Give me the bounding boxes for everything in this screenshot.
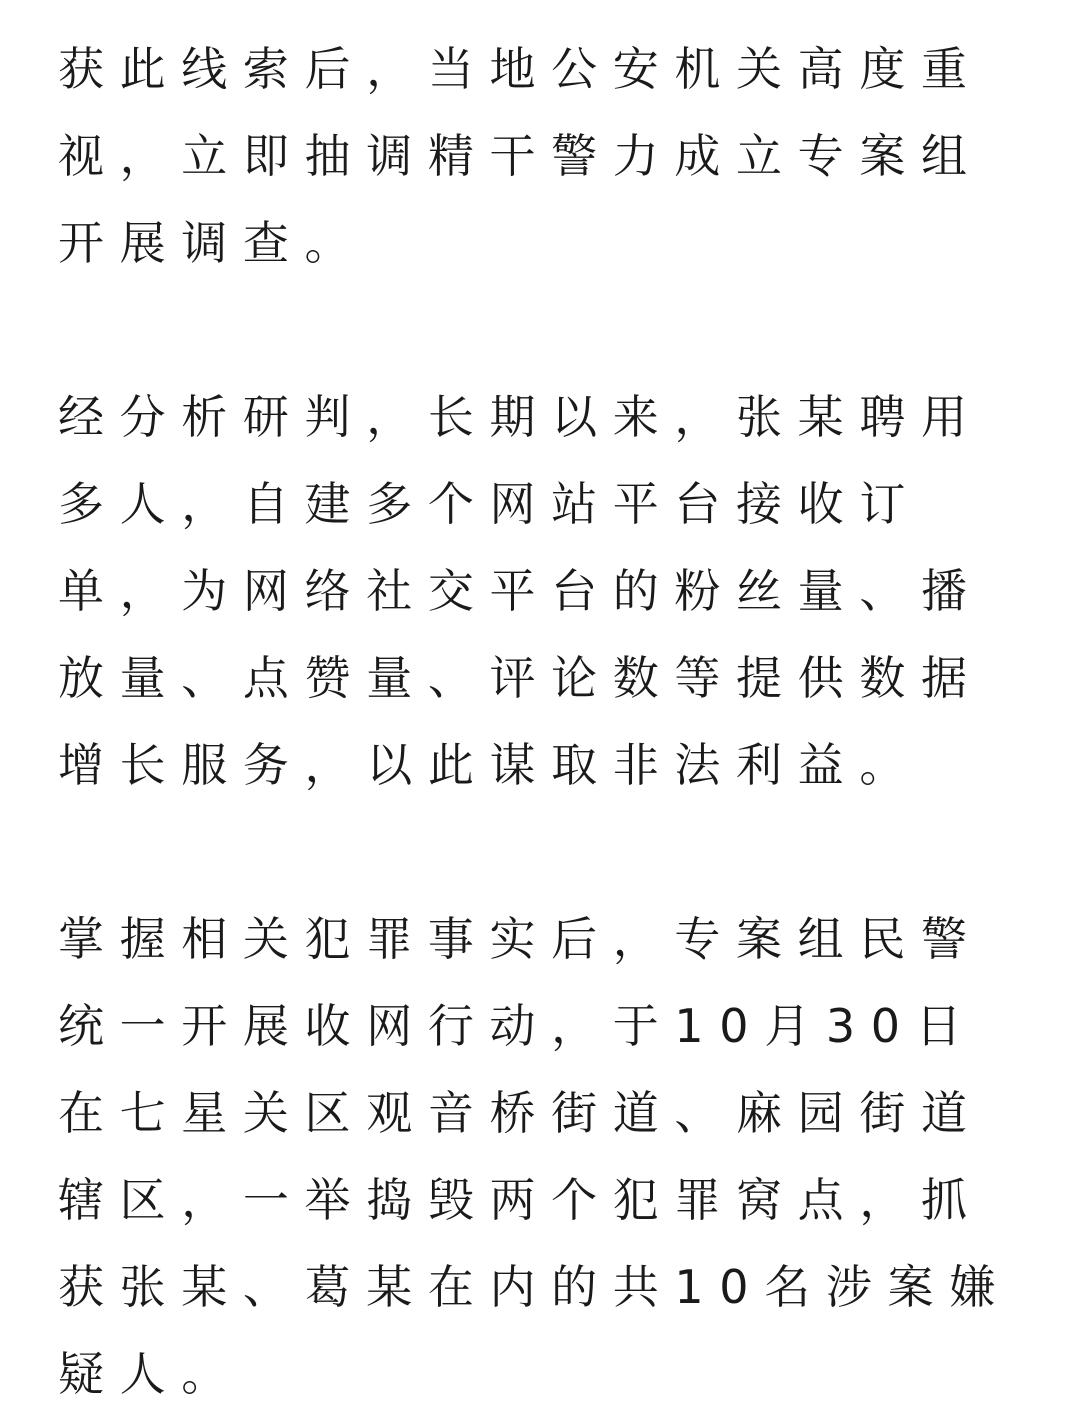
paragraph-investigation: 获此线索后，当地公安机关高度重视，立即抽调精干警力成立专案组开展调查。 bbox=[58, 42, 983, 270]
paragraph-arrest: 掌握相关犯罪事实后，专案组民警统一开展收网行动，于10月30日在七星关区观音桥街道、麻园街道辖区，一举捣毁两个犯罪窝点，抓获张某、葛某在内的共10名涉案嫌疑人。 bbox=[58, 912, 1011, 1401]
article-body bbox=[58, 26, 1020, 1418]
paragraph-analysis: 经分析研判，长期以来，张某聘用多人，自建多个网站平台接收订单，为网络社交平台的粉丝量、播放量、点赞量、评论数等提供数据增长服务，以此谋取非法利益。 bbox=[58, 390, 983, 792]
